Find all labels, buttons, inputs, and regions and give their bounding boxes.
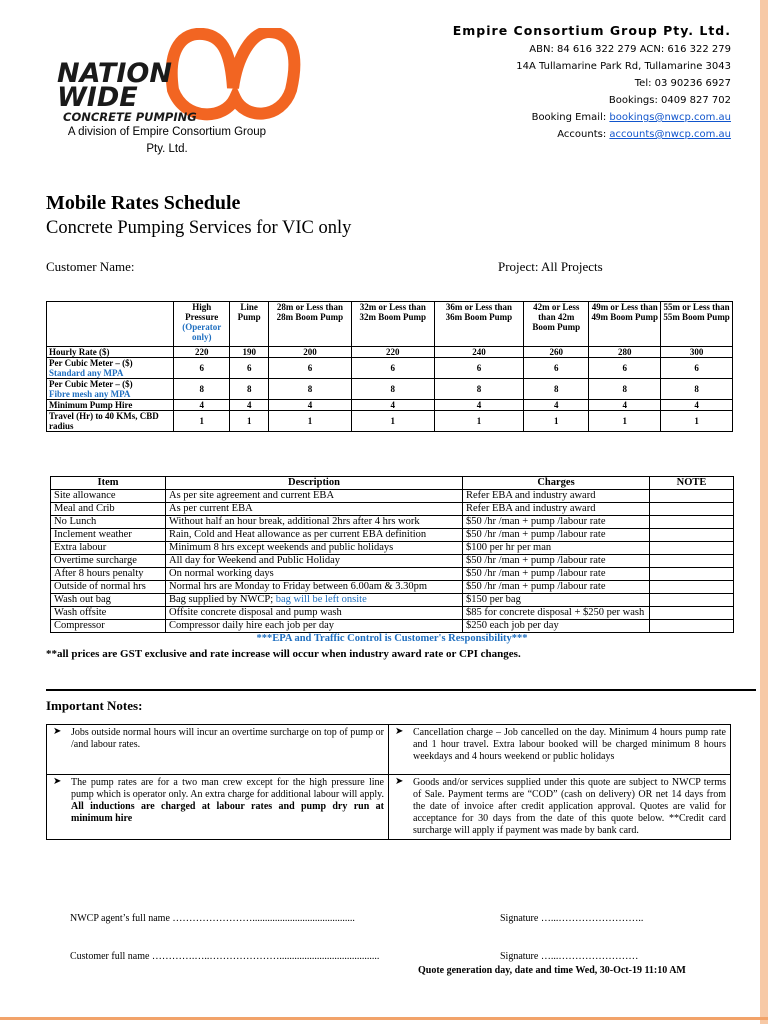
- page-bottom-stripe: [0, 1017, 768, 1020]
- charges-row: [51, 516, 734, 529]
- rates-row-label: Travel (Hr) to 40 KMs, CBD radius: [47, 411, 174, 432]
- rates-cell: 4: [174, 400, 230, 411]
- charge-item: Wash offsite: [51, 607, 166, 620]
- booking-email-link[interactable]: bookings@nwcp.com.au: [609, 112, 731, 123]
- charges-row: [51, 620, 734, 633]
- customer-signature-line: Signature …...……………………: [500, 951, 639, 962]
- customer-name-line: Customer full name ………….…..…………………........................................: [70, 951, 380, 962]
- rates-cell: 1: [351, 411, 434, 432]
- rates-header: High Pressure (Operator only): [174, 302, 230, 347]
- logo-line2: WIDE: [57, 82, 138, 113]
- page-subtitle: Concrete Pumping Services for VIC only: [46, 218, 352, 238]
- charges-header-row: [51, 477, 734, 490]
- rates-header: 55m or Less than 55m Boom Pump: [661, 302, 733, 347]
- customer-name-label: Customer Name:: [46, 259, 135, 274]
- rates-header: 42m or Less than 42m Boom Pump: [524, 302, 589, 347]
- charge-description: Compressor daily hire each job per day: [166, 620, 463, 633]
- charge-item: Extra labour: [51, 542, 166, 555]
- charge-item: Overtime surcharge: [51, 555, 166, 568]
- charge-description: Offsite concrete disposal and pump wash: [166, 607, 463, 620]
- epa-note: ***EPA and Traffic Control is Customer's Responsibility***: [256, 633, 528, 644]
- charges-row: [51, 581, 734, 594]
- company-info: [453, 22, 731, 143]
- charges-row: [51, 568, 734, 581]
- rates-header: 28m or Less than 28m Boom Pump: [269, 302, 352, 347]
- page-edge-stripe: [760, 0, 768, 1024]
- charge-description: All day for Weekend and Public Holiday: [166, 555, 463, 568]
- charge-note: [650, 529, 734, 542]
- rates-row-label: Minimum Pump Hire: [47, 400, 174, 411]
- rates-header-blank: [47, 302, 174, 347]
- gst-note: **all prices are GST exclusive and rate increase will occur when industry award rate or CPI changes.: [46, 648, 521, 660]
- project-label: Project: All Projects: [498, 259, 603, 274]
- rates-row-label: Hourly Rate ($): [47, 347, 174, 358]
- charges-row: [51, 542, 734, 555]
- rates-cell: 220: [351, 347, 434, 358]
- notes-row: [47, 725, 731, 775]
- charges-header: Description: [166, 477, 463, 490]
- charge-note: [650, 581, 734, 594]
- rates-cell: 6: [589, 358, 661, 379]
- note-cell: ➤ The pump rates are for a two man crew except for the high pressure line pump which is operator only. An extra charge for additional labour will apply. All inductions are charged at labour rates and pump dry run at minimum hire: [47, 775, 389, 840]
- accounts-email-link[interactable]: accounts@nwcp.com.au: [609, 129, 731, 140]
- rates-cell: 8: [174, 379, 230, 400]
- arrow-bullet-icon: ➤: [395, 726, 404, 737]
- rates-cell: 300: [661, 347, 733, 358]
- charge-amount: $85 for concrete disposal + $250 per wash: [463, 607, 650, 620]
- charges-table: [50, 476, 734, 645]
- logo-line1: NATION: [57, 58, 172, 89]
- rates-header: 49m or Less than 49m Boom Pump: [589, 302, 661, 347]
- company-name: Empire Consortium Group Pty. Ltd.: [452, 23, 731, 38]
- charges-row: [51, 594, 734, 607]
- rates-cell: 6: [524, 358, 589, 379]
- rates-cell: 8: [589, 379, 661, 400]
- rates-cell: 8: [230, 379, 269, 400]
- charge-note: [650, 594, 734, 607]
- rates-cell: 1: [174, 411, 230, 432]
- rates-cell: 4: [230, 400, 269, 411]
- charge-item: No Lunch: [51, 516, 166, 529]
- charge-item: Compressor: [51, 620, 166, 633]
- rates-row-label: Per Cubic Meter – ($) Standard any MPA: [47, 358, 174, 379]
- division-text: A division of Empire Consortium Group Pty. Ltd.: [67, 126, 267, 155]
- rates-header: 36m or Less than 36m Boom Pump: [434, 302, 523, 347]
- rates-cell: 8: [351, 379, 434, 400]
- charge-amount: $250 each job per day: [463, 620, 650, 633]
- notes-table: [46, 724, 731, 840]
- charge-item: Meal and Crib: [51, 503, 166, 516]
- rates-cell: 240: [434, 347, 523, 358]
- charge-amount: Refer EBA and industry award: [463, 490, 650, 503]
- rates-header: 32m or Less than 32m Boom Pump: [351, 302, 434, 347]
- charges-header: Charges: [463, 477, 650, 490]
- charge-amount: $50 /hr /man + pump /labour rate: [463, 555, 650, 568]
- company-address: 14A Tullamarine Park Rd, Tullamarine 3043: [516, 61, 731, 72]
- rates-cell: 8: [524, 379, 589, 400]
- charge-note: [650, 620, 734, 633]
- agent-name-line: NWCP agent’s full name …………………….........................................: [70, 913, 355, 924]
- rates-row: [47, 358, 733, 379]
- charge-description: Without half an hour break, additional 2hrs after 4 hrs work: [166, 516, 463, 529]
- rates-cell: 1: [230, 411, 269, 432]
- rates-row: [47, 379, 733, 400]
- rates-cell: 4: [661, 400, 733, 411]
- charge-note: [650, 607, 734, 620]
- rates-cell: 4: [589, 400, 661, 411]
- charge-item: After 8 hours penalty: [51, 568, 166, 581]
- charge-item: Outside of normal hrs: [51, 581, 166, 594]
- charge-amount: $50 /hr /man + pump /labour rate: [463, 529, 650, 542]
- charge-amount: $50 /hr /man + pump /labour rate: [463, 516, 650, 529]
- arrow-bullet-icon: ➤: [53, 726, 62, 737]
- charges-row: [51, 490, 734, 503]
- rates-cell: 280: [589, 347, 661, 358]
- company-tel: Tel: 03 90236 6927: [634, 78, 731, 89]
- charge-description: As per current EBA: [166, 503, 463, 516]
- charge-note: [650, 542, 734, 555]
- rates-table: [46, 301, 733, 432]
- divider: [46, 689, 756, 691]
- charge-description: Bag supplied by NWCP; bag will be left onsite: [166, 594, 463, 607]
- rates-cell: 6: [434, 358, 523, 379]
- rates-header: Line Pump: [230, 302, 269, 347]
- charge-amount: $50 /hr /man + pump /labour rate: [463, 568, 650, 581]
- rates-cell: 1: [434, 411, 523, 432]
- rates-cell: 8: [269, 379, 352, 400]
- important-notes-title: Important Notes:: [46, 698, 143, 713]
- rates-cell: 1: [661, 411, 733, 432]
- rates-row: [47, 347, 733, 358]
- charge-description: On normal working days: [166, 568, 463, 581]
- charge-item: Wash out bag: [51, 594, 166, 607]
- rates-cell: 190: [230, 347, 269, 358]
- charges-row: [51, 607, 734, 620]
- epa-row: [51, 633, 734, 646]
- rates-cell: 4: [351, 400, 434, 411]
- rates-cell: 6: [230, 358, 269, 379]
- rates-cell: 6: [661, 358, 733, 379]
- arrow-bullet-icon: ➤: [395, 776, 404, 787]
- rates-header-row: [47, 302, 733, 347]
- charge-note: [650, 516, 734, 529]
- rates-cell: 6: [174, 358, 230, 379]
- nationwide-logo: [55, 28, 315, 128]
- rates-cell: 4: [524, 400, 589, 411]
- notes-row: [47, 775, 731, 840]
- charge-amount: $150 per bag: [463, 594, 650, 607]
- rates-row: [47, 411, 733, 432]
- charge-description: Rain, Cold and Heat allowance as per current EBA definition: [166, 529, 463, 542]
- booking-email-line: Booking Email: bookings@nwcp.com.au: [531, 112, 731, 123]
- charge-amount: $100 per hr per man: [463, 542, 650, 555]
- charges-row: [51, 555, 734, 568]
- note-cell: ➤ Cancellation charge – Job cancelled on the day. Minimum 4 hours pump rate and 1 hour travel. Extra labour booked will be charged minimum 8 hours weekdays and 4 hours weekend or public holidays: [389, 725, 731, 775]
- rates-cell: 6: [269, 358, 352, 379]
- rates-cell: 4: [434, 400, 523, 411]
- charge-note: [650, 490, 734, 503]
- charge-amount: Refer EBA and industry award: [463, 503, 650, 516]
- charge-description: As per site agreement and current EBA: [166, 490, 463, 503]
- charge-note: [650, 555, 734, 568]
- company-bookings: Bookings: 0409 827 702: [608, 95, 731, 106]
- charge-item: Site allowance: [51, 490, 166, 503]
- charges-header: Item: [51, 477, 166, 490]
- charges-row: [51, 503, 734, 516]
- rates-cell: 6: [351, 358, 434, 379]
- charges-header: NOTE: [650, 477, 734, 490]
- rates-cell: 1: [589, 411, 661, 432]
- charge-description: Normal hrs are Monday to Friday between 6.00am & 3.30pm: [166, 581, 463, 594]
- rates-cell: 4: [269, 400, 352, 411]
- arrow-bullet-icon: ➤: [53, 776, 62, 787]
- rates-cell: 8: [661, 379, 733, 400]
- rates-cell: 1: [269, 411, 352, 432]
- charge-amount: $50 /hr /man + pump /labour rate: [463, 581, 650, 594]
- accounts-email-line: Accounts: accounts@nwcp.com.au: [557, 129, 731, 140]
- charge-description: Minimum 8 hrs except weekends and public holidays: [166, 542, 463, 555]
- rates-cell: 200: [269, 347, 352, 358]
- note-cell: ➤ Jobs outside normal hours will incur an overtime surcharge on top of pump or /and labour rates.: [47, 725, 389, 775]
- note-cell: ➤ Goods and/or services supplied under this quote are subject to NWCP terms of Sale. Payment terms are “COD” (cash on delivery) OR net 14 days from the date of invoice after credit application approval. Quotes are valid for acceptance for 30 days from the date of this quote below. **Credit card surcharge will apply if payment was made by bank card.: [389, 775, 731, 840]
- rates-cell: 1: [524, 411, 589, 432]
- rates-row-label: Per Cubic Meter – ($) Fibre mesh any MPA: [47, 379, 174, 400]
- rates-cell: 260: [524, 347, 589, 358]
- logo-line3: CONCRETE PUMPING: [63, 110, 197, 124]
- company-abn: ABN: 84 616 322 279 ACN: 616 322 279: [529, 44, 731, 55]
- charge-item: Inclement weather: [51, 529, 166, 542]
- rates-row: [47, 400, 733, 411]
- agent-signature-line: Signature …...……………………..: [500, 913, 644, 924]
- page-title: Mobile Rates Schedule: [46, 192, 241, 214]
- charges-row: [51, 529, 734, 542]
- rates-cell: 8: [434, 379, 523, 400]
- charge-note: [650, 568, 734, 581]
- rates-cell: 220: [174, 347, 230, 358]
- quote-generation-time: Quote generation day, date and time Wed, 30-Oct-19 11:10 AM: [418, 965, 686, 976]
- charge-note: [650, 503, 734, 516]
